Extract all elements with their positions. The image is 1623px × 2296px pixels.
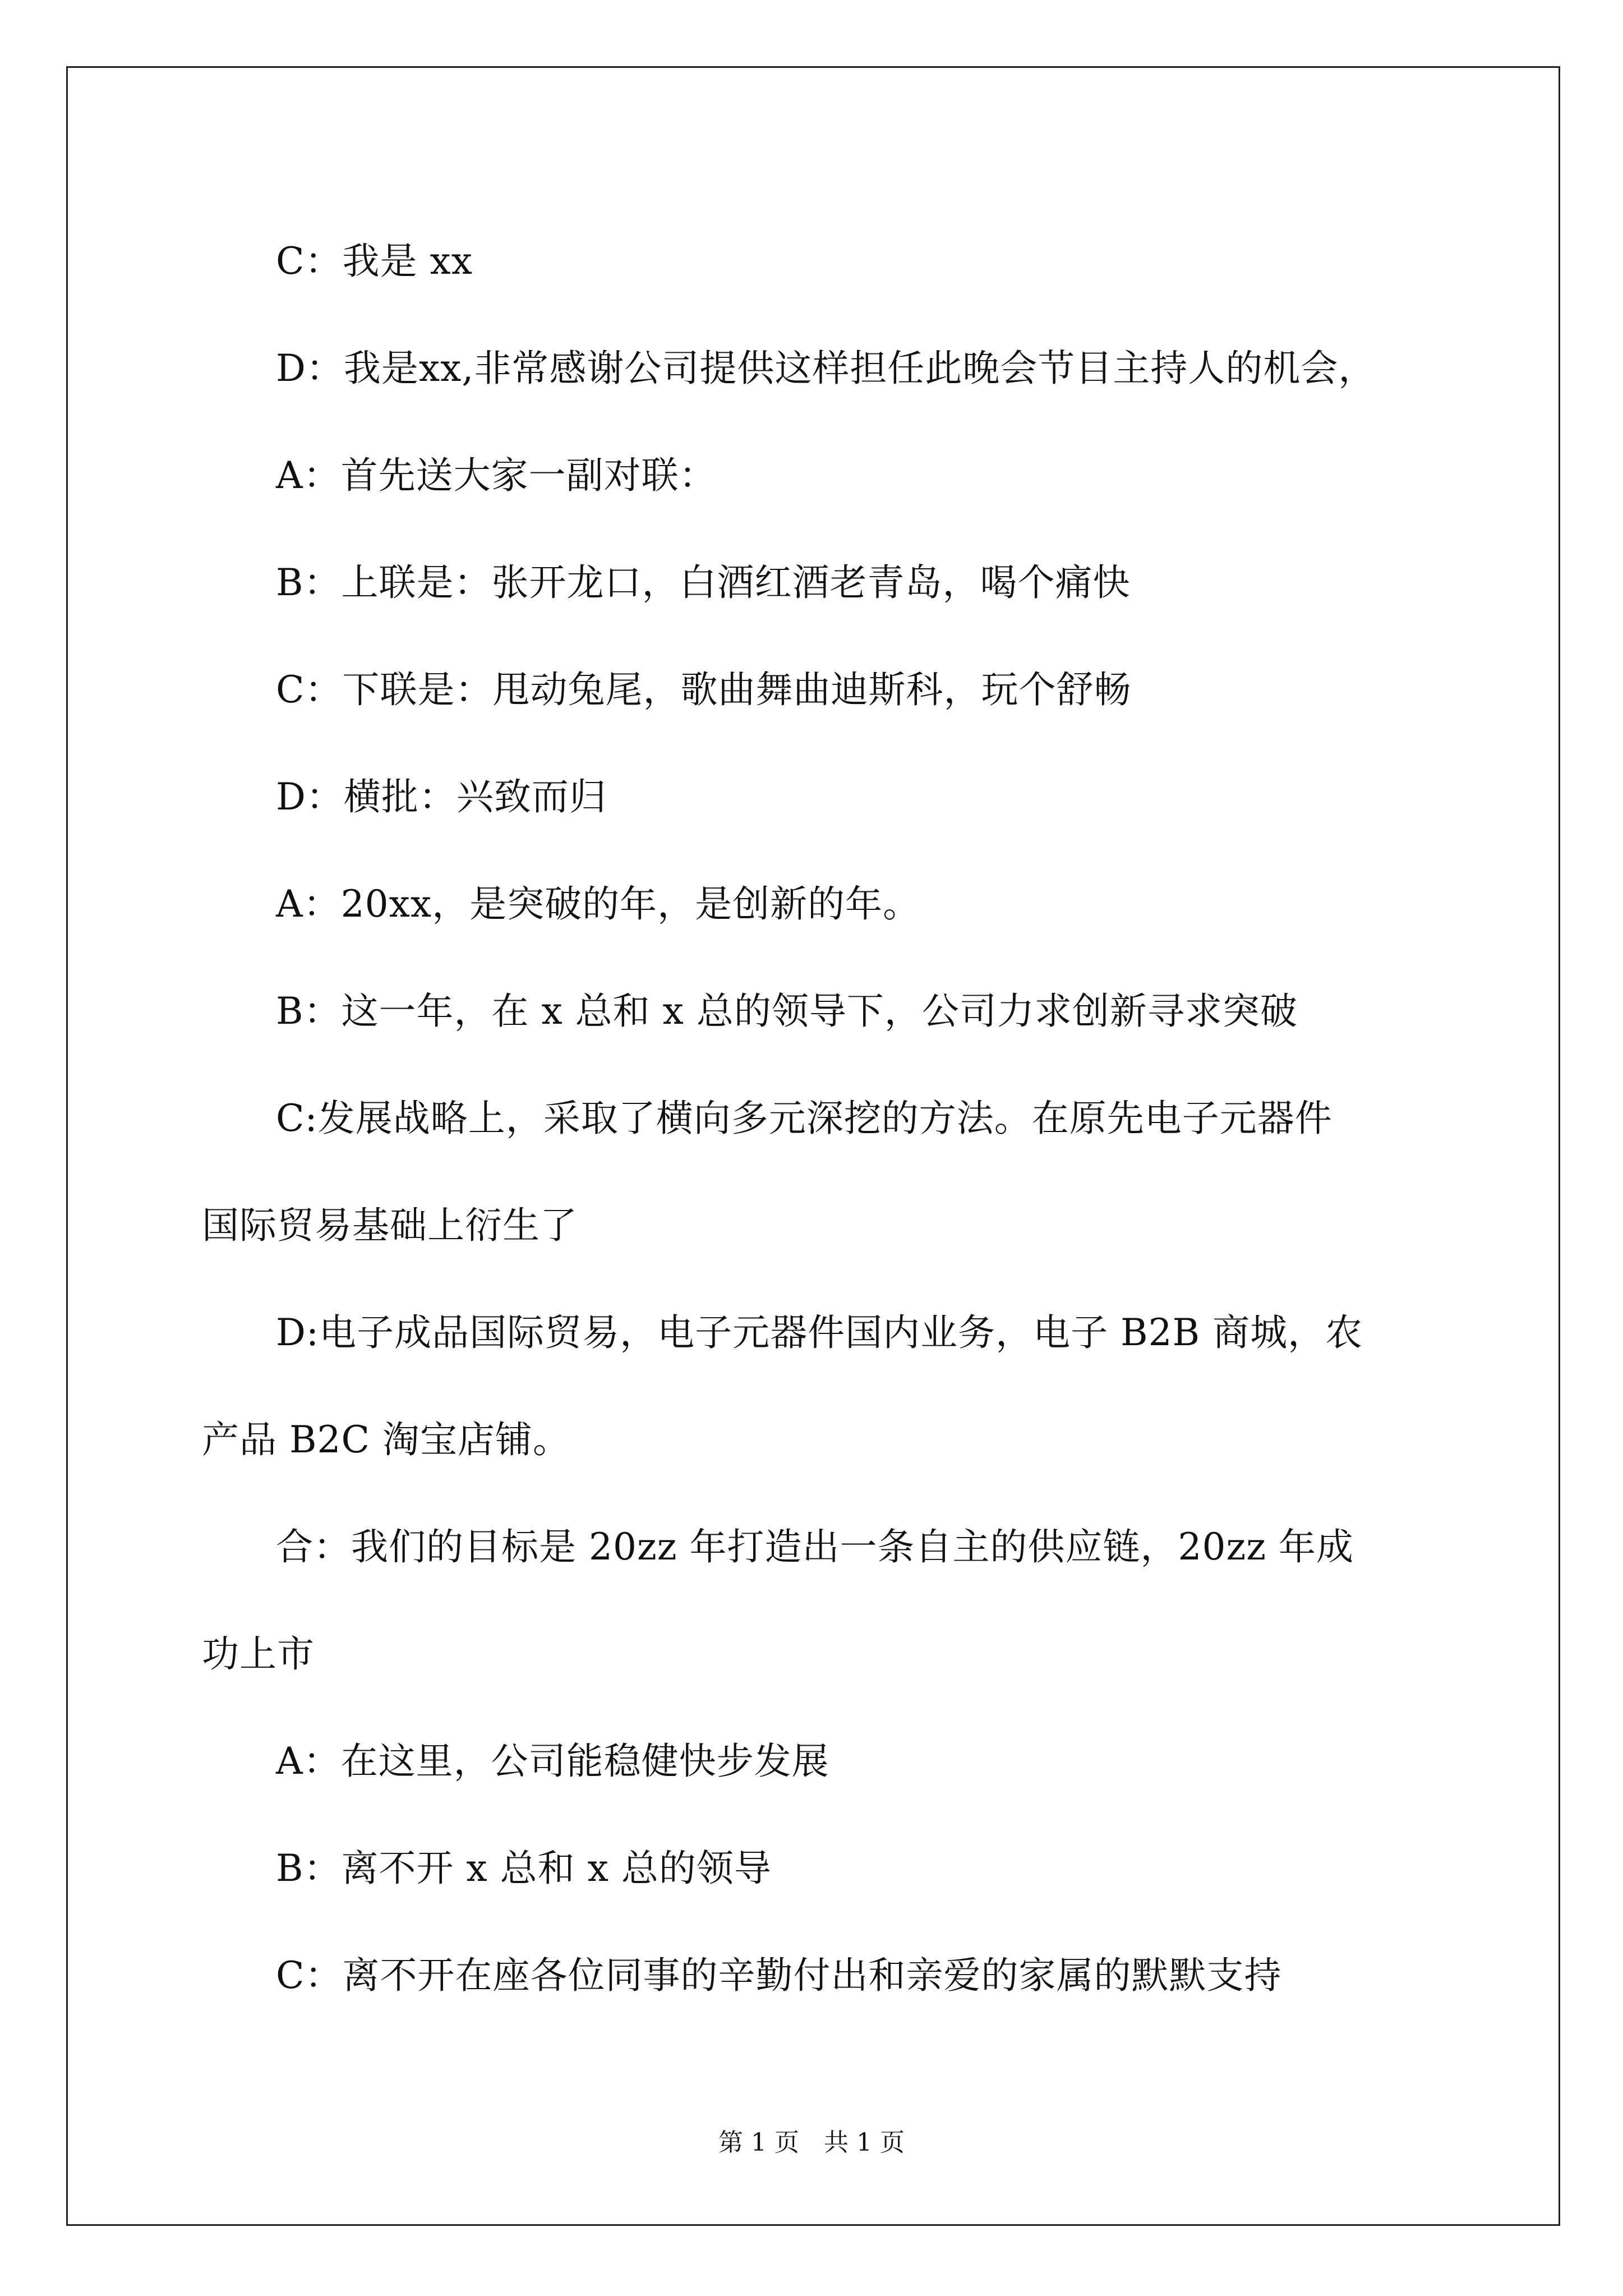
script-line: C：离不开在座各位同事的辛勤付出和亲爱的家属的默默支持 bbox=[276, 1954, 1282, 1997]
script-line: A：20xx，是突破的年，是创新的年。 bbox=[276, 882, 921, 926]
script-line: C:发展战略上，采取了横向多元深挖的方法。在原先电子元器件 bbox=[276, 1097, 1332, 1140]
script-line-continuation: 功上市 bbox=[202, 1632, 315, 1676]
script-line: B：离不开 x 总和 x 总的领导 bbox=[276, 1847, 772, 1890]
script-line: A：首先送大家一副对联： bbox=[276, 454, 717, 497]
script-line: C：下联是：甩动兔尾，歌曲舞曲迪斯科，玩个舒畅 bbox=[276, 668, 1132, 711]
script-line: D:电子成品国际贸易，电子元器件国内业务，电子 B2B 商城，农 bbox=[276, 1311, 1363, 1354]
document-body bbox=[202, 208, 1469, 2029]
script-line: 合：我们的目标是 20zz 年打造出一条自主的供应链，20zz 年成 bbox=[276, 1525, 1354, 1568]
script-line: B：上联是：张开龙口，白酒红酒老青岛，喝个痛快 bbox=[276, 561, 1131, 604]
script-line: D：我是xx,非常感谢公司提供这样担任此晚会节目主持人的机会， bbox=[276, 347, 1376, 390]
script-line: A：在这里，公司能稳健快步发展 bbox=[276, 1740, 829, 1783]
script-line: C：我是 xx bbox=[276, 240, 473, 283]
script-line: D：横批：兴致而归 bbox=[276, 775, 607, 818]
script-line-continuation: 国际贸易基础上衍生了 bbox=[202, 1204, 578, 1247]
script-line: B：这一年，在 x 总和 x 总的领导下，公司力求创新寻求突破 bbox=[276, 990, 1298, 1033]
script-line-continuation: 产品 B2C 淘宝店铺。 bbox=[202, 1418, 570, 1461]
page-number-footer: 第 1 页 共 1 页 bbox=[718, 2128, 905, 2157]
